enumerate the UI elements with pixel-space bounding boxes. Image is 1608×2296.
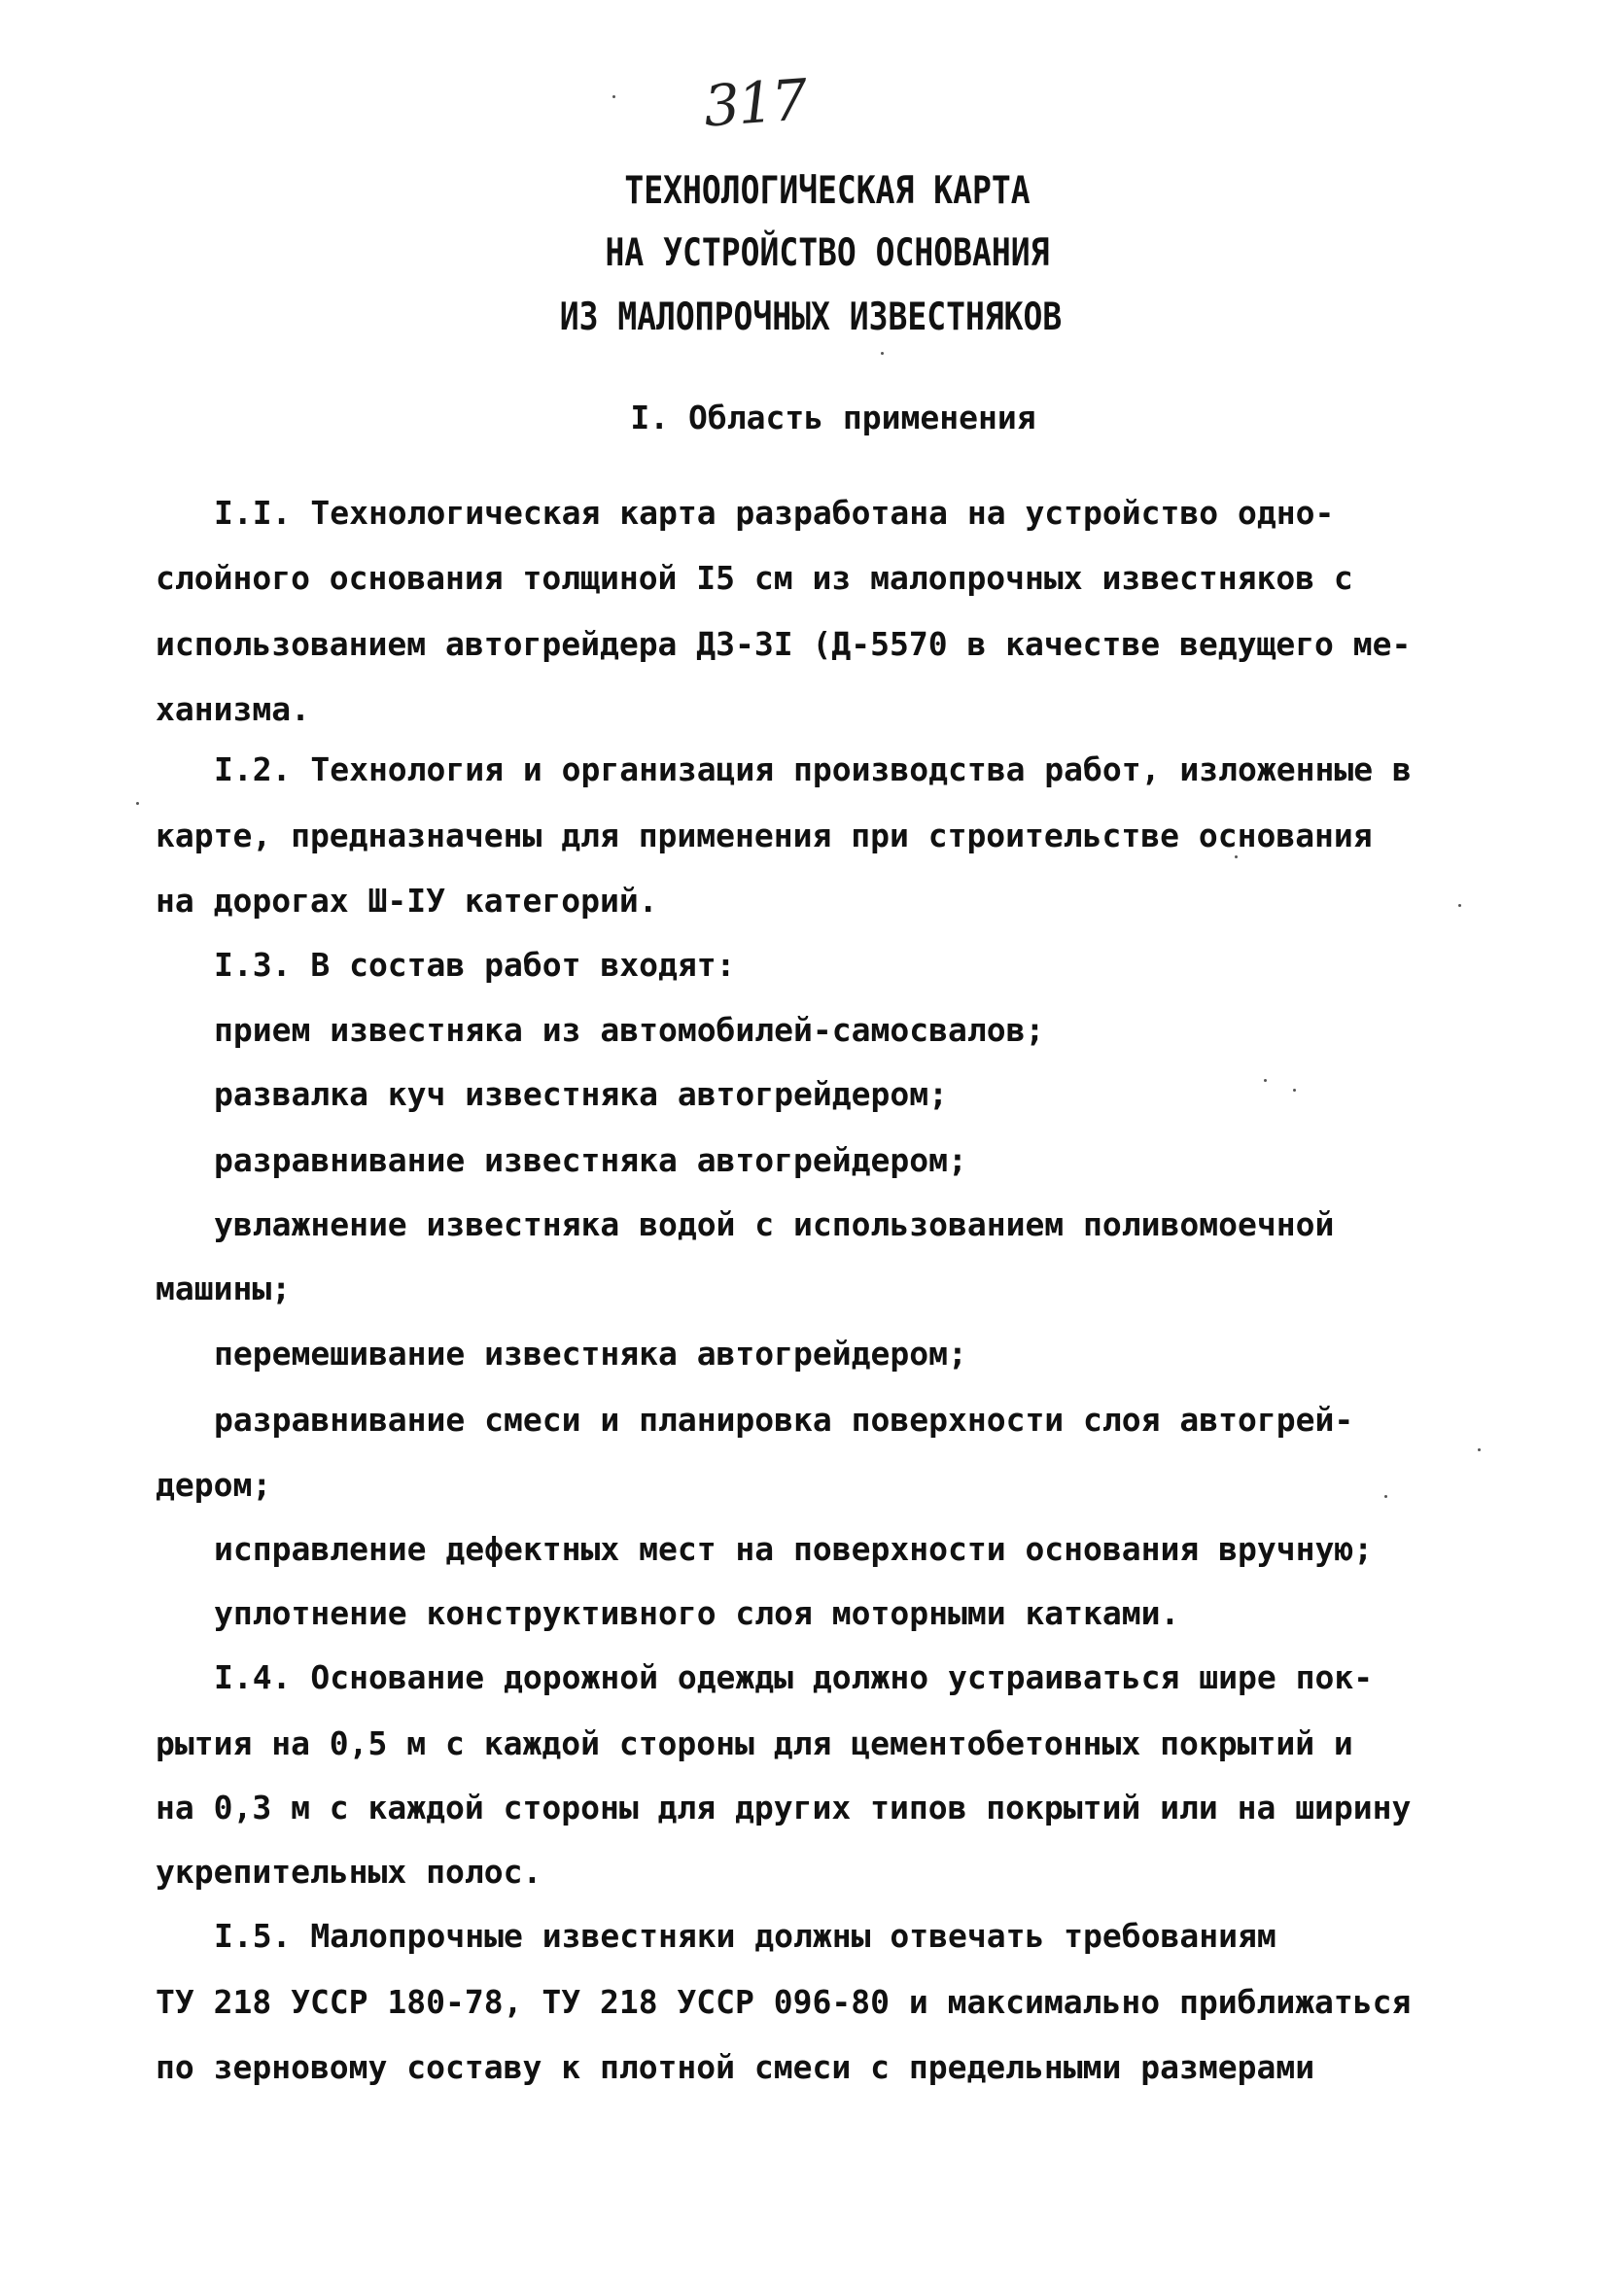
scan-speck [1264, 1079, 1267, 1082]
scan-speck [1293, 1089, 1296, 1092]
paragraph-line: I.5. Малопрочные известняки должны отвечать требованиям [214, 1917, 1276, 1955]
list-item-continuation: машины; [156, 1270, 292, 1307]
paragraph-line: укрепительных полос. [156, 1853, 542, 1891]
scan-speck [1384, 1495, 1387, 1498]
paragraph-line: рытия на 0,5 м с каждой стороны для цементобетонных покрытий и [156, 1724, 1353, 1762]
paragraph-line: использованием автогрейдера ДЗ-3I (Д-5570 в качестве ведущего ме- [156, 625, 1412, 663]
paragraph-line: I.I. Технологическая карта разработана на устройство одно- [214, 494, 1335, 532]
paragraph-line: I.2. Технология и организация производства работ, изложенные в [214, 750, 1412, 788]
list-item-continuation: дером; [156, 1466, 272, 1504]
scan-speck [1478, 1448, 1481, 1451]
scan-speck [1235, 855, 1238, 858]
list-item: развалка куч известняка автогрейдером; [214, 1075, 948, 1113]
list-item: перемешивание известняка автогрейдером; [214, 1335, 967, 1373]
paragraph-line: ханизма. [156, 690, 310, 728]
title-line-1: ТЕХНОЛОГИЧЕСКАЯ КАРТА [624, 167, 1031, 213]
scan-speck [136, 802, 139, 805]
paragraph-line: I.3. В состав работ входят: [214, 946, 736, 984]
title-line-3: ИЗ МАЛОПРОЧНЫХ ИЗВЕСТНЯКОВ [559, 294, 1063, 339]
scan-speck [612, 95, 615, 98]
list-item: увлажнение известняка водой с использованием поливомоечной [214, 1205, 1335, 1243]
scan-speck [1458, 904, 1461, 907]
paragraph-line: на 0,3 м с каждой стороны для других типов покрытий или на ширину [156, 1789, 1412, 1826]
paragraph-line: ТУ 218 УССР 180-78, ТУ 218 УССР 096-80 и максимально приближаться [156, 1983, 1412, 2021]
section-heading: I. Область применения [630, 399, 1036, 436]
paragraph-line: по зерновому составу к плотной смеси с предельными размерами [156, 2048, 1315, 2086]
paragraph-line: слойного основания толщиной I5 см из малопрочных известняков с [156, 559, 1353, 597]
list-item: исправление дефектных мест на поверхности основания вручную; [214, 1530, 1374, 1568]
handwritten-page-number: 317 [701, 66, 808, 140]
title-line-2: НА УСТРОЙСТВО ОСНОВАНИЯ [605, 229, 1050, 275]
scan-speck [881, 352, 884, 355]
list-item: уплотнение конструктивного слоя моторными катками. [214, 1594, 1180, 1632]
list-item: прием известняка из автомобилей-самосвалов; [214, 1011, 1045, 1049]
paragraph-line: I.4. Основание дорожной одежды должно устраиваться шире пок- [214, 1658, 1374, 1696]
list-item: разравнивание смеси и планировка поверхности слоя автогрей- [214, 1401, 1354, 1439]
list-item: разравнивание известняка автогрейдером; [214, 1141, 967, 1179]
paragraph-line: карте, предназначены для применения при строительстве основания [156, 817, 1373, 854]
paragraph-line: на дорогах Ш-IУ категорий. [156, 882, 658, 920]
